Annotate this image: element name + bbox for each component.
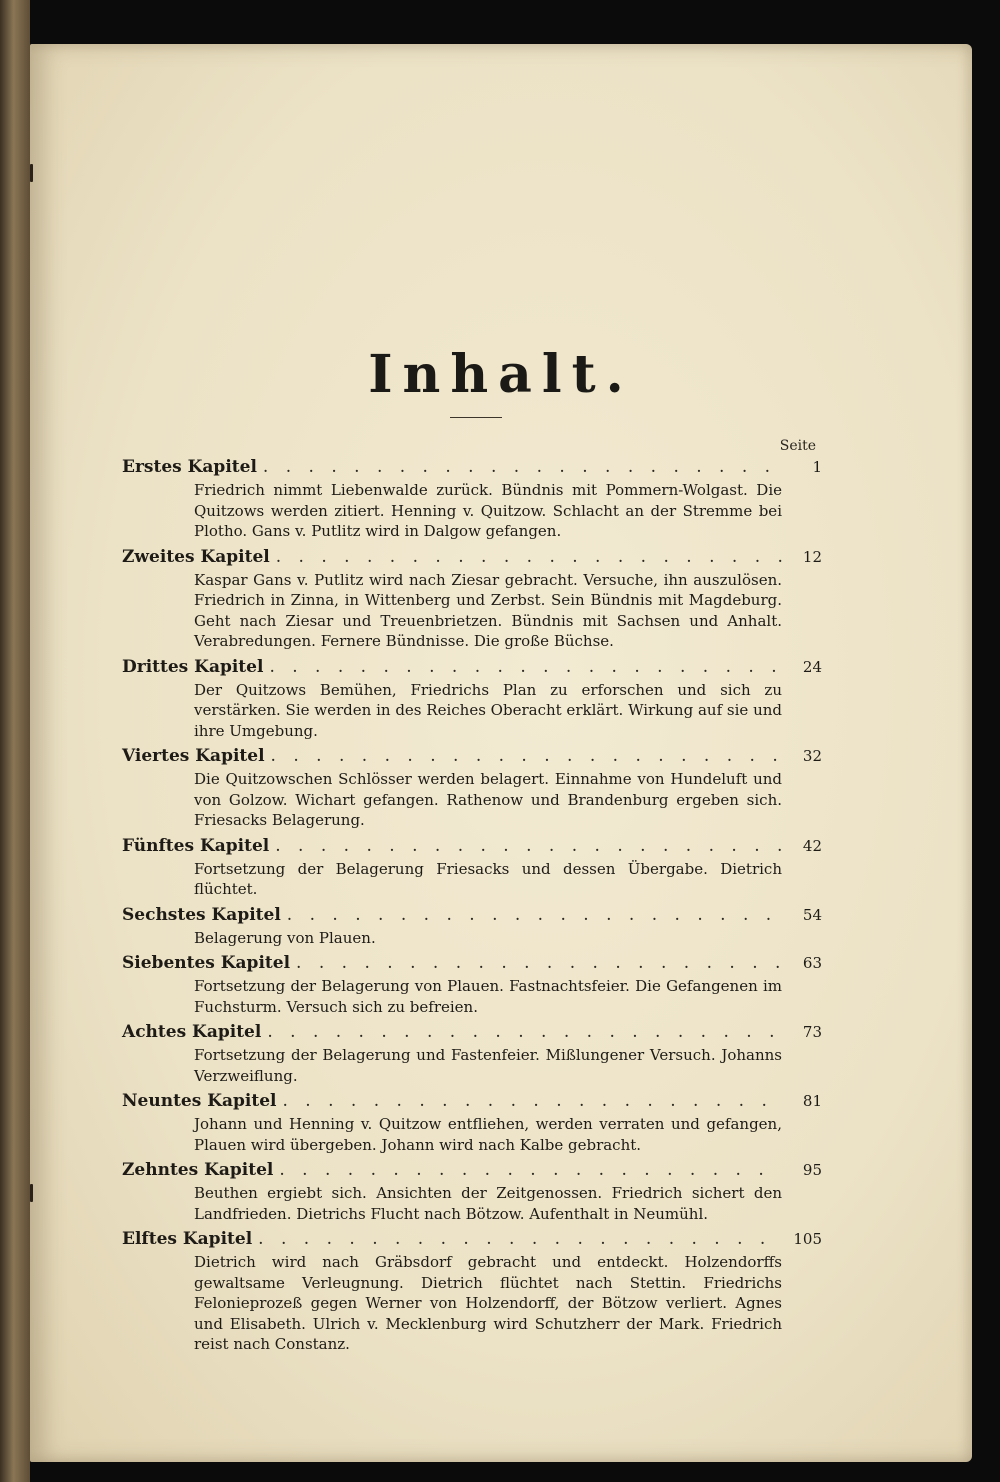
chapter-page-number: 42 [802, 836, 822, 855]
toc-entry [122, 833, 822, 900]
chapter-summary: Fortsetzung der Belagerung Friesacks und dessen Übergabe. Dietrich flüchtet. [194, 859, 782, 898]
dot-leader [279, 1157, 782, 1183]
page-column-label: Seite [779, 438, 816, 454]
chapter-title: Fünftes Kapitel [122, 835, 270, 856]
chapter-page-number: 105 [793, 1230, 822, 1248]
chapter-summary: Belagerung von Plauen. [194, 928, 376, 947]
chapter-title: Erstes Kapitel [122, 457, 257, 477]
chapter-summary: Der Quitzows Bemühen, Friedrichs Plan zu erforschen und sich zu verstärken. Sie werden in des Reiches Oberacht erklärt. Wirkung auf sie und ihre Umgebung. [194, 680, 782, 740]
dot-leader [296, 950, 782, 976]
chapter-heading-row [122, 454, 822, 480]
chapter-heading-row [122, 1226, 822, 1252]
chapter-summary: Fortsetzung der Belagerung und Fastenfeier. Mißlungener Versuch. Johanns Verzweiflung. [194, 1046, 782, 1085]
chapter-summary: Dietrich wird nach Gräbsdorf gebracht und entdeckt. Holzendorffs gewaltsame Verleugnung. Dietrich flüchtet nach Stettin. Friedrichs Felonieprozeß gegen Werner von Holzendorff, der Bötzow verliert. Agnes und Elisabeth. Ulrich v. Mecklenburg wird Schutzherr der Mark. Friedrich reist nach Constanz. [194, 1253, 782, 1353]
chapter-summary: Friedrich nimmt Liebenwalde zurück. Bündnis mit Pommern-Wolgast. Die Quitzows werden zitiert. Henning v. Quitzow. Schlacht an der Stremme bei Plotho. Gans v. Putlitz wird in Dalgow gefangen. [194, 481, 782, 540]
chapter-title: Zehntes Kapitel [122, 1160, 274, 1180]
chapter-title: Achtes Kapitel [122, 1022, 262, 1042]
chapter-title: Siebentes Kapitel [122, 953, 291, 973]
chapter-page-number: 32 [802, 747, 822, 765]
dot-leader [271, 743, 782, 769]
chapter-page-number: 24 [802, 657, 822, 676]
toc-entry [122, 1157, 822, 1224]
chapter-page-number: 63 [802, 954, 822, 972]
table-of-contents [122, 454, 822, 1357]
chapter-page-number: 73 [802, 1023, 822, 1041]
chapter-summary: Johann und Henning v. Quitzow entfliehen, werden verraten und gefangen, Plauen wird übergeben. Johann wird nach Kalbe gebracht. [194, 1115, 782, 1154]
chapter-summary: Beuthen ergiebt sich. Ansichten der Zeitgenossen. Friedrich sichert den Landfrieden. Dietrichs Flucht nach Bötzow. Aufenthalt in Neumühl. [194, 1184, 782, 1223]
chapter-title: Drittes Kapitel [122, 656, 264, 677]
chapter-title: Elftes Kapitel [122, 1229, 253, 1249]
dot-leader [276, 544, 782, 570]
page-title: Inhalt. [368, 344, 634, 405]
dot-leader [275, 833, 782, 859]
chapter-heading-row [122, 1088, 822, 1114]
toc-entry [122, 654, 822, 742]
chapter-heading-row [122, 950, 822, 976]
chapter-title: Neuntes Kapitel [122, 1091, 277, 1111]
toc-entry [122, 544, 822, 652]
chapter-page-number: 12 [802, 547, 822, 566]
toc-entry [122, 950, 822, 1017]
dot-leader [263, 454, 782, 480]
book-spine [0, 0, 30, 1482]
toc-entry [122, 1088, 822, 1155]
chapter-heading-row [122, 1157, 822, 1183]
chapter-page-number: 81 [802, 1092, 822, 1110]
book-page [30, 44, 972, 1462]
dot-leader [269, 654, 782, 680]
toc-entry [122, 454, 822, 542]
title-divider [450, 417, 502, 418]
toc-entry [122, 902, 822, 949]
dot-leader [283, 1088, 783, 1114]
chapter-heading-row [122, 654, 822, 680]
chapter-summary: Kaspar Gans v. Putlitz wird nach Ziesar gebracht. Versuche, ihn auszulösen. Friedrich in Zinna, in Wittenberg und Zerbst. Sein Bündnis mit Magdeburg. Geht nach Ziesar und Treuenbrietzen. Bündnis mit Sachsen und Anhalt. Verabredungen. Fernere Bündnisse. Die große Büchse. [194, 570, 782, 650]
dot-leader [258, 1226, 782, 1252]
binding-thread-mark [30, 1184, 33, 1202]
chapter-page-number: 54 [802, 905, 822, 924]
chapter-heading-row [122, 1019, 822, 1045]
toc-entry [122, 1019, 822, 1086]
chapter-page-number: 1 [812, 458, 822, 476]
chapter-title: Zweites Kapitel [122, 546, 270, 567]
toc-entry [122, 1226, 822, 1355]
chapter-heading-row [122, 833, 822, 859]
chapter-heading-row [122, 544, 822, 570]
dot-leader [287, 902, 782, 928]
chapter-heading-row [122, 902, 822, 928]
chapter-heading-row [122, 743, 822, 769]
chapter-title: Viertes Kapitel [122, 746, 265, 766]
chapter-summary: Die Quitzowschen Schlösser werden belagert. Einnahme von Hundeluft und von Golzow. Wichart gefangen. Rathenow und Brandenburg ergeben sich. Friesacks Belagerung. [194, 770, 782, 829]
chapter-title: Sechstes Kapitel [122, 904, 281, 925]
chapter-summary: Fortsetzung der Belagerung von Plauen. Fastnachtsfeier. Die Gefangenen im Fuchsturm. Versuch sich zu befreien. [194, 977, 782, 1016]
binding-thread-mark [30, 164, 33, 182]
chapter-page-number: 95 [802, 1161, 822, 1179]
dot-leader [267, 1019, 782, 1045]
toc-entry [122, 743, 822, 831]
